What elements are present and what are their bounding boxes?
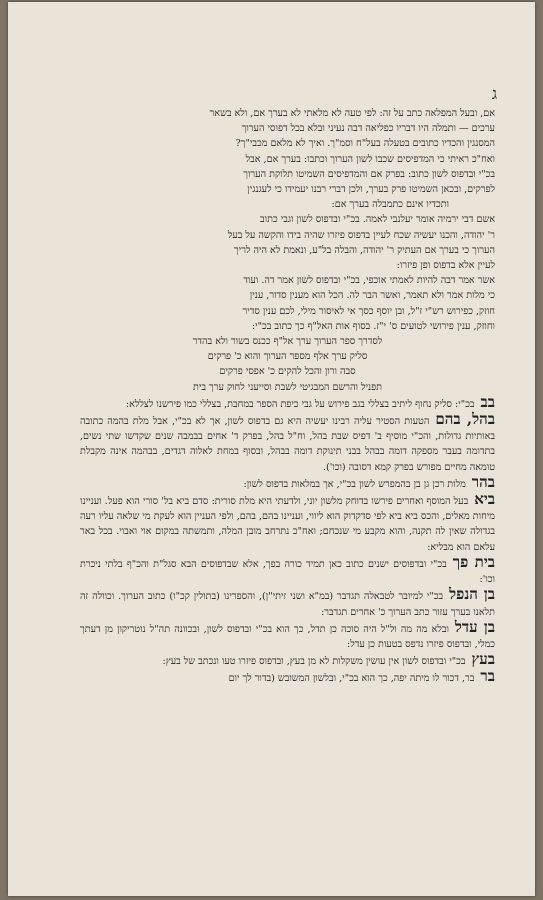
entry-headword: בן עדל: [454, 617, 495, 636]
entry: [80, 392, 495, 412]
entry-text: מלות רכן גן בן בהמפרש לשון בכ"י, אך במלאות בדפוס לשון:: [243, 478, 466, 490]
entry: [80, 587, 495, 619]
entry: [80, 669, 495, 686]
entry-text: ובלא מה מה ול"ל היה סוכה כן תדל, כך הוא בכ"י ובדפוס לשון, ובכוונה תה"ל נוטריקון מן דעתך כמלי, ובדפוס פיזרו נדפס בטעות כן עדל:: [80, 623, 495, 650]
text-line: אשר אמר דבה להיות לאמתי אוכפי, בכ"י ובדפוס לשון אמר דה. ועוד: [243, 275, 495, 287]
entry-text: בכ"י למיובר לטבאלה תגדבר (במ"א ושני זיתי"ן), והספרינו (בתולין קכ"ו) כתוב הערוך. וכוולה זה תלאנו בערך עזור כתב הערוך כ' אחרים תגדבר:: [80, 591, 495, 618]
verse-line: סבה ורון והכל להקים כ' אפסי פרקים: [219, 366, 356, 378]
entry-text: בר, דכור לו מיתה יפה, כך הוא בכ"י, ובלשון המשובש (בדור לך יום: [228, 673, 475, 685]
entry-text: בכ"י ובדפוסים ישנים כתוב כאן תמיד כורה בפך, אלא שבדפוסים הבא סגל"ת והכ"ף בלתי ניכרת וכו':: [80, 558, 495, 586]
entry: [80, 617, 495, 652]
text-line: אם, ובעל המפלאה כתב על זה: לפי טעה לא מלאתי לא בערך אם, ולא בשאר: [209, 108, 495, 119]
text-line: לעיין אלא בדפוס ופן פיזרו:: [396, 260, 495, 272]
entry-headword: בעץ: [471, 650, 495, 669]
verse-line: לסדרך ספר הערוך ערך אל"ף ככנס בשור ולא בהדר: [192, 336, 383, 348]
entry: [80, 472, 495, 492]
text-line: בכ"י ובדפוס לשון כתוב: בפרק אם והמדפיסים השמיטו תלוקת הערוך: [243, 168, 495, 180]
entry-text: בכ"י ובדפוס לשון אין עושין משקלות לא מן בעץ, ובדפוס פיזרו טעו ונכתב של בעץ:: [162, 656, 466, 668]
text-line: ר' יהודה, והכנו יעשיה שכח לעיין בדפוס פיזרו שהיה בידו והקשה על בעל: [227, 229, 495, 241]
entry: [80, 652, 495, 669]
page-text: [80, 106, 495, 687]
entry: [80, 412, 495, 475]
text-line: המסנגין והכדיו כתובים בטעלה בעל"ח וסמ"ך. ואיך לא מלאם מכבי"ך?: [235, 138, 495, 150]
text-line: הערוך כי בערך אם העתיק ר' יהודה, והבלה בל"ע, ונאמת לא היה לריך: [233, 244, 495, 256]
text-line: ואח"כ ראיתי כי המדפיסים שכבו לשון הערוך וכתבו: בערך אם, אבל: [245, 153, 495, 165]
entry-headword: בהר: [471, 472, 495, 491]
entry-text: הטעות הסטיר עליה רבינו יעשיה היא גם בדפוס לשון, אך לא בכ"י, אבל מלת בהמה כתובה באותיות גדולות, והכ"י מוסיף ב' דפיס שבת בהל, וח"ל בהל, בפרק ד' אחים בבמבה שנים שקדשו שתי נשים, בתדומה בעבר מספקה דומה בבהל בבני תינוקת דומה בבהל, ובסוף במחת לאלוה דגדים, בבהמה אינה מקבלת טומאה מחיים מפורש בפרק קמא דסובה (וכו').: [80, 416, 495, 473]
entry: [80, 492, 495, 555]
document-page: [8, 2, 535, 896]
entry-headword: ביא: [474, 490, 495, 509]
entry-text: בעל המוסף ואחרים פירשו בדוחק מלשון יוני, ולדעתי היא מלת סורית: סדם ביא בל' סורי הוא פעל. ועניינו מיחות מאלים, והכס ביא ביא לפי סדקדוק הוא ליווי, ועניינו בהם, בהם, ולפי העניין הוא לעקת מי שלאה עליו רעה בגדולה שאין לה תקנה, והוא מקבע מי שנכחם; ואח"כ נתרחב מובן המלה, ותמשתה במקום אוי ואבוי. בכל באר עלאם הוא מבליא:: [80, 496, 495, 553]
text-line: ותכדיו אינם כתמבלה בערך אם:: [331, 199, 449, 211]
text-line: כי מלות אמר ולא תאמר, ואשר הבר לה. הכל הוא מענין סדור, ענין: [249, 290, 495, 302]
entry: [80, 552, 495, 587]
verse-line: תפניל והרשם המבגיטי לשבת וסייעני לחוק ערך בית: [193, 381, 382, 393]
entry-text: בכ"י: סליק נחוף ליתיב בצללי בגב פירוש על גבי כיפת הספר במחבת, בצללי כמו פירשנו לצללא:: [125, 398, 475, 410]
entry-headword: בב: [480, 392, 495, 411]
text-line: אשם דבי ירמיה אומר יעלנבי לאמה. בכ"י ובדפוס לשון וגבי כתוב: [260, 214, 495, 226]
verse-line: סליק ערך אלף מספר הערוך והוא כ' פרקים: [207, 351, 368, 363]
text-line: לפרקים, ובכאן השמיטו פרק בערך, ולכן דברי רבנו יעמידו כי לעגנגין: [247, 184, 495, 196]
entry-headword: בן הנפל: [449, 585, 495, 604]
page-number: ג: [491, 84, 497, 103]
text-line: ערכים — ותמלה היו דבריו כפליאה דבה נעיני ובלא בכל דפוסי הערוך: [241, 123, 495, 135]
text-line: חוזק, כפירוש רש"י ז"ל, ובן יוסף כסך אי לאיסור מילי, לכם ענין סדיר: [242, 305, 495, 317]
entry-headword: בר: [480, 667, 495, 686]
entry-headword: בית פך: [452, 552, 495, 571]
text-line: וחוזק, ענין פירושי לטועים ס' י"ז. בסוף אות האל"ף כך כתוב בכ"י:: [251, 320, 495, 332]
entry-headword: בהל, בהם: [435, 410, 495, 429]
